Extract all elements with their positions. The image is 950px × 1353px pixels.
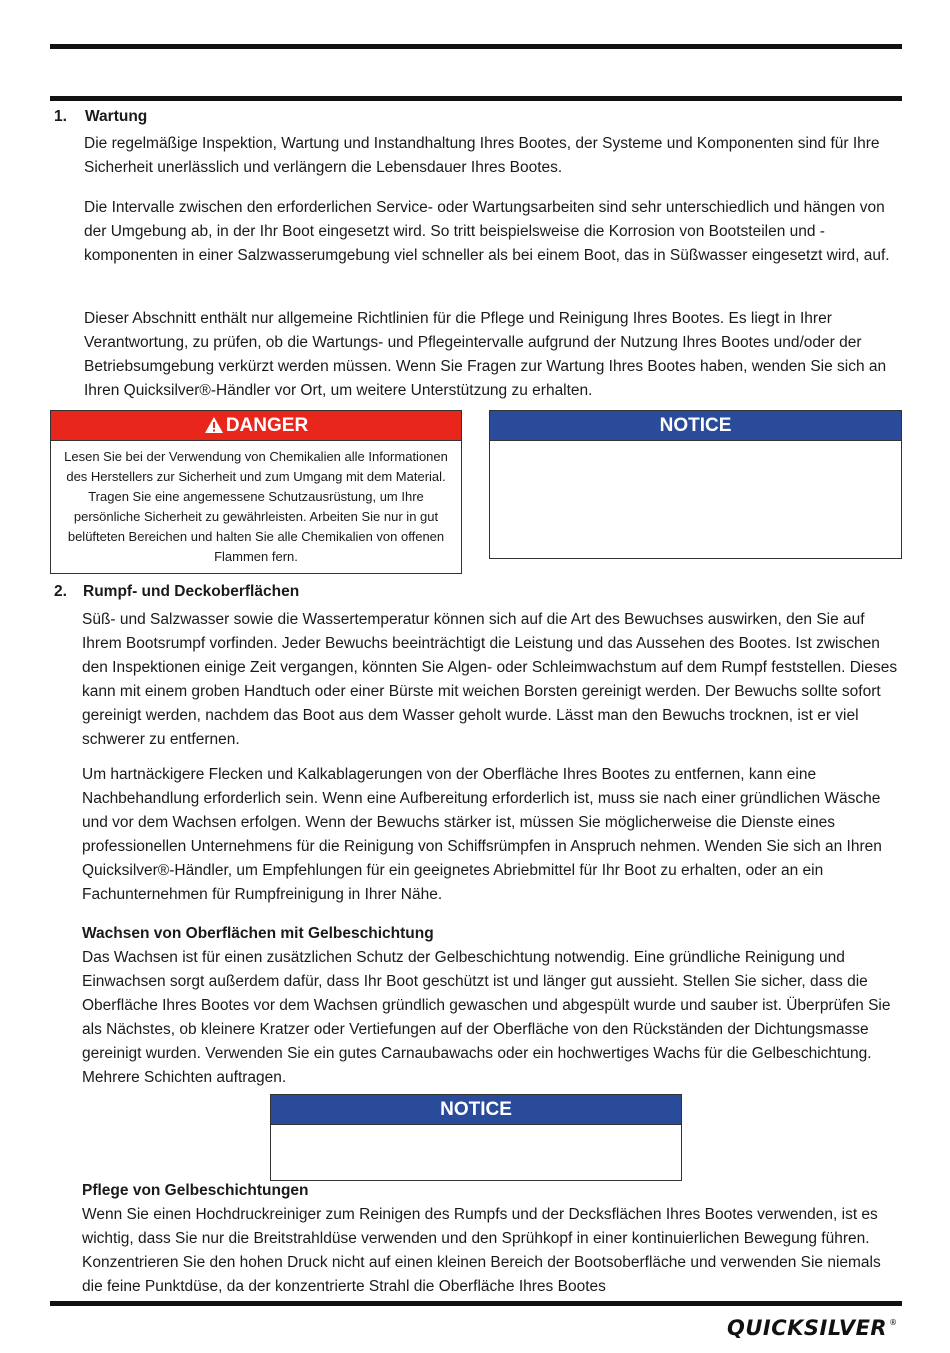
danger-text: Lesen Sie bei der Verwendung von Chemikalien alle Informationen des Herstellers zur Sicherheit und zum Umgang mit dem Material. Tragen Sie eine angemessene Schutzausrüstung, um Ihre persönliche Sicherheit zu gewährleisten. Arbeiten Sie nur in gut belüfteten Bereichen und halten Sie alle Chemikalien von offenen Flammen fern. bbox=[64, 449, 448, 564]
header-rule-top bbox=[50, 44, 902, 49]
notice-box-1 bbox=[489, 410, 902, 559]
notice-header: NOTICE bbox=[490, 411, 901, 441]
section-title: Wartung bbox=[85, 108, 148, 125]
subsection-text-care: Wenn Sie einen Hochdruckreiniger zum Reinigen des Rumpfs und der Decksflächen Ihres Bootes verwenden, ist es wichtig, dass Sie nur die Breitstrahldüse verwenden und den Sprühkopf in einer kontinuierlichen Bewegung führen. Konzentrieren Sie den hohen Druck nicht auf einen kleinen Bereich der Bootsoberfläche und verwenden Sie niemals die feine Punktdüse, da der konzentrierte Strahl die Oberfläche Ihres Bootes bbox=[82, 1206, 881, 1295]
quicksilver-logo bbox=[727, 1316, 898, 1340]
section-1-paragraph-3: Dieser Abschnitt enthält nur allgemeine Richtlinien für die Pflege und Reinigung Ihres Bootes. Es liegt in Ihrer Verantwortung, zu prüfen, ob die Wartungs- und Pflegeintervalle aufgrund der Nutzung Ihres Bootes und/oder der Betriebsumgebung verkürzt werden müssen. Wenn Sie Fragen zur Wartung Ihres Bootes haben, wenden Sie sich an Ihren Quicksilver®-Händler vor Ort, um weitere Unterstützung zu erhalten. bbox=[84, 310, 887, 399]
section-1-paragraph-1: Die regelmäßige Inspektion, Wartung und Instandhaltung Ihres Bootes, der Systeme und Komponenten sind für Ihre Sicherheit unerlässlich und verlängern die Lebensdauer Ihres Bootes. bbox=[84, 135, 880, 176]
section-2-paragraph-1: Süß- und Salzwasser sowie die Wassertemperatur können sich auf die Art des Bewuchses auswirken, den Sie auf Ihrem Bootsrumpf vorfinden. Jeder Bewuchs beeinträchtigt die Leistung und das Aussehen des Bootes. Ist zwischen den Inspektionen einige Zeit vergangen, könnten Sie Algen- oder Schleimwachstum auf dem Rumpf feststellen. Dieses kann mit einem groben Handtuch oder einer Bürste mit weichen Borsten gereinigt werden. Der Bewuchs sollte sofort gereinigt werden, nachdem das Boot aus dem Wasser geholt wurde. Lässt man den Bewuchs trocknen, ist er viel schwerer zu entfernen. bbox=[82, 611, 898, 748]
subsection-text-waxing: Das Wachsen ist für einen zusätzlichen Schutz der Gelbeschichtung notwendig. Eine gründliche Reinigung und Einwachsen sorgt außerdem dafür, dass Ihr Boot geschützt ist und länger gut aussieht. Stellen Sie sicher, dass die Oberfläche Ihres Bootes vor dem Wachsen gründlich gewaschen und abgespült wurde und sauber ist. Überprüfen Sie als Nächstes, ob kleinere Kratzer oder Vertiefungen auf der Oberfläche von den Rückständen der Dichtungsmasse gereinigt wurden. Verwenden Sie ein gutes Carnaubawachs oder ein hochwertiges Wachs für die Gelbeschichtung. Mehrere Schichten auftragen. bbox=[82, 949, 891, 1086]
danger-label: DANGER bbox=[225, 415, 309, 436]
notice-text bbox=[490, 441, 901, 453]
section-1-paragraph-2: Die Intervalle zwischen den erforderlichen Service- oder Wartungsarbeiten sind sehr unterschiedlich und hängen von der Umgebung ab, in der Ihr Boot eingesetzt wird. So tritt beispielsweise die Korrosion von Bootsteilen und -komponenten in einer Salzwasserumgebung viel schneller als bei einem Boot, das in Süßwasser eingesetzt wird, auf. bbox=[84, 199, 890, 264]
subsection-heading-waxing: Wachsen von Oberflächen mit Gelbeschichtung bbox=[82, 925, 434, 942]
notice-header: NOTICE bbox=[271, 1095, 681, 1125]
footer-rule bbox=[50, 1301, 902, 1306]
warning-triangle-icon bbox=[204, 416, 224, 434]
danger-box bbox=[50, 410, 462, 574]
section-2-paragraph-2: Um hartnäckigere Flecken und Kalkablagerungen von der Oberfläche Ihres Bootes zu entfernen, kann eine Nachbehandlung erforderlich sein. Wenn eine Aufbereitung erforderlich ist, muss sie nach einer gründlichen Wäsche und vor dem Wachsen erfolgen. Wenn der Bewuchs stärker ist, müssen Sie möglicherweise die Dienste eines professionellen Unternehmens für die Reinigung von Schiffsrümpfen in Anspruch nehmen. Wenden Sie sich an Ihren Quicksilver®-Händler, um Empfehlungen für ein geeignetes Abriebmittel für Ihr Boot zu erhalten, oder an ein Fachunternehmen für Rumpfreinigung in Ihrer Nähe. bbox=[82, 766, 882, 903]
section-number: 2. bbox=[54, 583, 67, 600]
subsection-heading-care: Pflege von Gelbeschichtungen bbox=[82, 1182, 309, 1199]
danger-header bbox=[51, 411, 461, 441]
notice-text bbox=[271, 1125, 681, 1137]
section-title: Rumpf- und Deckoberflächen bbox=[83, 583, 300, 600]
header-rule-bottom bbox=[50, 96, 902, 101]
logo-text: QUICKSILVER bbox=[727, 1316, 888, 1340]
registered-mark: ® bbox=[889, 1318, 898, 1327]
section-number: 1. bbox=[54, 108, 67, 125]
notice-box-2 bbox=[270, 1094, 682, 1181]
